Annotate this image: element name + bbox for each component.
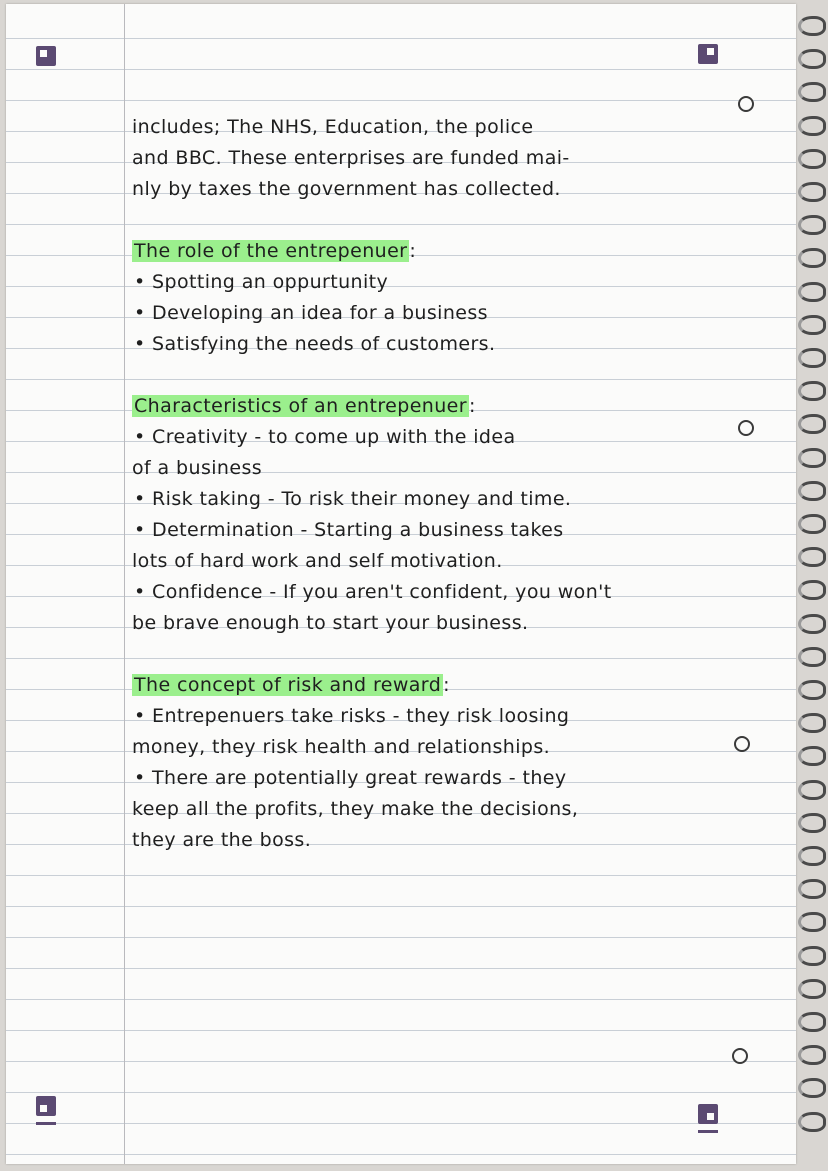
spiral-coil-icon xyxy=(798,116,826,136)
text-line: and BBC. These enterprises are funded mai- xyxy=(132,147,570,169)
spiral-coil-icon xyxy=(798,912,826,932)
heading-colon: : xyxy=(443,674,450,696)
text-line: nly by taxes the government has collected. xyxy=(132,178,561,200)
section-heading xyxy=(132,391,792,422)
spiral-coil-icon xyxy=(798,182,826,202)
spiral-coil-icon xyxy=(798,946,826,966)
spiral-coil-icon xyxy=(798,1078,826,1098)
spiral-coil-icon xyxy=(798,813,826,833)
text-line: of a business xyxy=(132,457,263,479)
spiral-coil-icon xyxy=(798,1112,826,1132)
text-line: keep all the profits, they make the decisions, xyxy=(132,798,579,820)
spiral-coil-icon xyxy=(798,580,826,600)
corner-mark-top-left-icon xyxy=(36,46,56,66)
corner-mark-bottom-left-icon xyxy=(36,1096,56,1116)
text-line: be brave enough to start your business. xyxy=(132,612,529,634)
section-role xyxy=(132,236,792,360)
spiral-coil-icon xyxy=(798,348,826,368)
text-line: money, they risk health and relationships. xyxy=(132,736,551,758)
bullet-item: • Determination - Starting a business takes xyxy=(134,519,564,541)
corner-mark-bottom-right-icon xyxy=(698,1104,718,1124)
spiral-coil-icon xyxy=(798,16,826,36)
heading-colon: : xyxy=(468,395,476,417)
section-risk-reward xyxy=(132,670,792,856)
bullet-item: • Confidence - If you aren't confident, you won't xyxy=(134,581,612,603)
intro-paragraph xyxy=(132,112,792,205)
spiral-coil-icon xyxy=(798,514,826,534)
handwritten-notes xyxy=(132,112,792,856)
spiral-coil-icon xyxy=(798,979,826,999)
bullet-item: • Entrepenuers take risks - they risk loosing xyxy=(134,705,570,727)
highlighted-heading: The role of the entrepenuer xyxy=(134,240,408,262)
bullet-item: • Risk taking - To risk their money and time. xyxy=(134,488,572,510)
spiral-coil-icon xyxy=(798,315,826,335)
spiral-coil-icon xyxy=(798,614,826,634)
spiral-coil-icon xyxy=(798,149,826,169)
margin-line xyxy=(124,4,125,1164)
spiral-coil-icon xyxy=(798,248,826,268)
spiral-coil-icon xyxy=(798,780,826,800)
spiral-coil-icon xyxy=(798,846,826,866)
text-line: lots of hard work and self motivation. xyxy=(132,550,503,572)
spiral-coil-icon xyxy=(798,481,826,501)
spiral-coil-icon xyxy=(798,746,826,766)
spiral-coil-icon xyxy=(798,1012,826,1032)
section-characteristics xyxy=(132,391,792,639)
highlighted-heading: Characteristics of an entrepenuer xyxy=(134,395,467,417)
highlighted-heading: The concept of risk and reward xyxy=(134,674,442,696)
notebook-page xyxy=(6,4,796,1164)
punch-hole-icon xyxy=(738,96,754,112)
spiral-coil-icon xyxy=(798,547,826,567)
section-heading xyxy=(132,236,792,267)
bullet-item: • Creativity - to come up with the idea xyxy=(134,426,516,448)
spiral-coil-icon xyxy=(798,1045,826,1065)
spiral-coil-icon xyxy=(798,414,826,434)
spiral-coil-icon xyxy=(798,82,826,102)
spiral-coil-icon xyxy=(798,49,826,69)
text-line: they are the boss. xyxy=(132,829,312,851)
spiral-coil-icon xyxy=(798,381,826,401)
spiral-coil-icon xyxy=(798,713,826,733)
section-heading xyxy=(132,670,792,701)
text-line: includes; The NHS, Education, the police xyxy=(132,116,534,138)
corner-mark-top-right-icon xyxy=(698,44,718,64)
bullet-item: • Satisfying the needs of customers. xyxy=(134,333,496,355)
bullet-item: • Spotting an oppurtunity xyxy=(134,271,389,293)
spiral-coil-icon xyxy=(798,680,826,700)
heading-colon: : xyxy=(409,240,417,262)
punch-hole-icon xyxy=(732,1048,748,1064)
spiral-coil-icon xyxy=(798,647,826,667)
spiral-coil-icon xyxy=(798,282,826,302)
bullet-item: • Developing an idea for a business xyxy=(134,302,488,324)
corner-dash-bottom-left xyxy=(36,1122,56,1125)
spiral-coil-icon xyxy=(798,879,826,899)
corner-dash-bottom-right xyxy=(698,1130,718,1133)
spiral-coil-icon xyxy=(798,448,826,468)
bullet-item: • There are potentially great rewards - they xyxy=(134,767,567,789)
spiral-coil-icon xyxy=(798,215,826,235)
spiral-binding xyxy=(798,16,826,1146)
